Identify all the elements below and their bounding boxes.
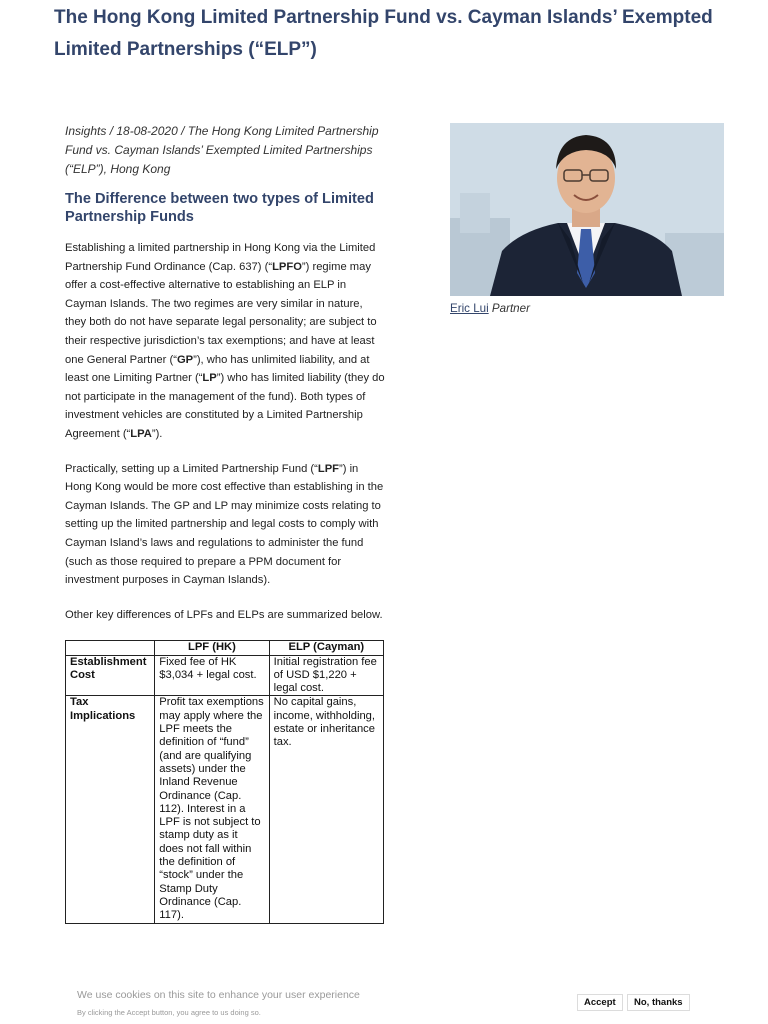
table-header-row: [66, 641, 384, 655]
partner-role: Partner: [491, 302, 530, 315]
table-row: [66, 696, 384, 923]
paragraph-summary: Other key differences of LPFs and ELPs are summarized below.: [65, 608, 383, 621]
portrait-caption: [450, 302, 530, 315]
accept-button[interactable]: Accept: [577, 994, 623, 1011]
breadcrumb-meta: Insights / 18-08-2020 / The Hong Kong Limited Partnership Fund vs. Cayman Islands’ Exempted Limited Partnerships (“ELP”), Hong Kong: [65, 124, 379, 176]
portrait-image: [450, 123, 724, 296]
paragraph-intro: Establishing a limited partnership in Hong Kong via the Limited Partnership Fund Ordinance (Cap. 637) (“LPFO”) regime may offer a cost-effective alternative to establishing an ELP in Cayman Islands. The two regimes are very similar in nature, they both do not have separate legal personality; are subject to their respective jurisdiction’s tax exemptions; and have at least one General Partner (“GP”), who has unlimited liability, and at least one Limiting Partner (“LP”) who has limited liability (they do not participate in the management of the fund). Both types of investment vehicles are constituted by a Limited Partnership Agreement (“LPA”).: [65, 242, 385, 440]
partner-name-link[interactable]: Eric Lui: [450, 302, 489, 315]
table-header-cell: ELP (Cayman): [269, 641, 383, 655]
comparison-table: [65, 640, 384, 923]
table-header-cell: LPF (HK): [155, 641, 269, 655]
table-cell: Fixed fee of HK $3,034 + legal cost.: [155, 655, 269, 696]
table-row-label: Establishment Cost: [66, 655, 155, 696]
decline-button[interactable]: No, thanks: [627, 994, 690, 1011]
cookie-message: We use cookies on this site to enhance your user experience: [77, 989, 360, 1001]
table-row-label: Tax Implications: [66, 696, 155, 923]
section-subtitle: The Difference between two types of Limited Partnership Funds: [65, 191, 374, 225]
article-body: [65, 122, 385, 924]
article-title: The Hong Kong Limited Partnership Fund vs. Cayman Islands’ Exempted Limited Partnerships (“ELP”): [54, 7, 713, 60]
table-cell: No capital gains, income, withholding, estate or inheritance tax.: [269, 696, 383, 923]
table-cell: Initial registration fee of USD $1,220 + legal cost.: [269, 655, 383, 696]
paragraph-cost: Practically, setting up a Limited Partnership Fund (“LPF”) in Hong Kong would be more cost effective than establishing in the Cayman Islands. The GP and LP may minimize costs relating to setting up the limited partnership and legal costs to comply with Cayman Island’s laws and regulations to administer the fund (such as those required to prepare a PPM document for investment purposes in Cayman Islands).: [65, 462, 384, 587]
cookie-subtext: By clicking the Accept button, you agree to us doing so.: [77, 1008, 261, 1017]
table-row: [66, 655, 384, 696]
table-header-cell: [66, 641, 155, 655]
cookie-banner: [0, 986, 768, 1024]
table-cell: Profit tax exemptions may apply where the LPF meets the definition of “fund” (and are qualifying assets) under the Inland Revenue Ordinance (Cap. 112). Interest in a LPF is not subject to stamp duty as it does not fall within the definition of “stock” under the Stamp Duty Ordinance (Cap. 117).: [155, 696, 269, 923]
partner-portrait: [450, 123, 724, 296]
